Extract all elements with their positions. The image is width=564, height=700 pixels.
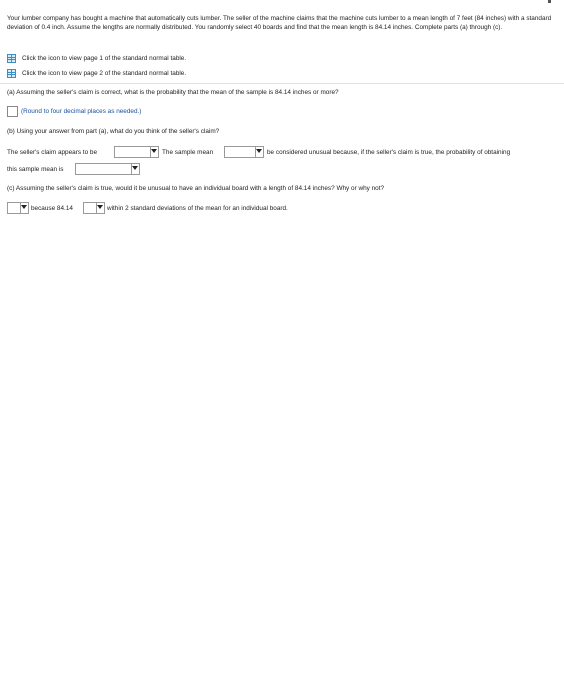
- part-c-unusual-dropdown[interactable]: [7, 202, 29, 214]
- chevron-down-icon[interactable]: [97, 205, 103, 209]
- chevron-down-icon[interactable]: [256, 149, 262, 153]
- normal-table-link-1[interactable]: [7, 53, 186, 63]
- part-b-probability-dropdown[interactable]: [75, 163, 140, 175]
- divider: [0, 83, 564, 84]
- normal-table-link-2-label[interactable]: Click the icon to view page 2 of the standard normal table.: [22, 69, 187, 77]
- part-b-text-3: be considered unusual because, if the seller's claim is true, the probability of obtaining: [267, 149, 511, 156]
- corner-mark: [542, 0, 556, 3]
- part-c-text-2: within 2 standard deviations of the mean for an individual board.: [107, 205, 288, 212]
- table-icon[interactable]: [7, 54, 16, 63]
- part-c-text-1: because 84.14: [31, 205, 73, 212]
- part-b-mean-dropdown[interactable]: [224, 146, 264, 158]
- part-c-question: (c) Assuming the seller's claim is true, would it be unusual to have an individual board with a length of 84.14 inches? Why or why not?: [7, 185, 385, 192]
- part-a-answer-input[interactable]: [7, 106, 18, 117]
- part-b-question: (b) Using your answer from part (a), what do you think of the seller's claim?: [7, 128, 220, 135]
- part-c-within-dropdown[interactable]: [83, 202, 105, 214]
- part-a-answer-row: [7, 106, 141, 117]
- chevron-down-icon[interactable]: [21, 205, 27, 209]
- table-icon[interactable]: [7, 69, 16, 78]
- chevron-down-icon[interactable]: [151, 149, 157, 153]
- part-b-text-1: The seller's claim appears to be: [7, 149, 98, 156]
- part-a-question: (a) Assuming the seller's claim is correct, what is the probability that the mean of the sample is 84.14 inches or more?: [7, 89, 339, 96]
- normal-table-link-1-label[interactable]: Click the icon to view page 1 of the standard normal table.: [22, 54, 187, 62]
- normal-table-link-2[interactable]: [7, 68, 186, 78]
- part-b-text-4: this sample mean is: [7, 166, 64, 173]
- part-b-claim-dropdown[interactable]: [114, 146, 159, 158]
- chevron-down-icon[interactable]: [132, 166, 138, 170]
- part-a-hint: (Round to four decimal places as needed.): [21, 108, 142, 115]
- part-b-text-2: The sample mean: [162, 149, 214, 156]
- problem-statement: Your lumber company has bought a machine that automatically cuts lumber. The seller of the machine claims that the machine cuts lumber to a mean length of 7 feet (84 inches) with a standard deviation of 0.4 inch. Assume the lengths are normally distributed. You randomly select 40 boards and find that the mean length is 84.14 inches. Complete parts (a) through (c).: [7, 15, 552, 31]
